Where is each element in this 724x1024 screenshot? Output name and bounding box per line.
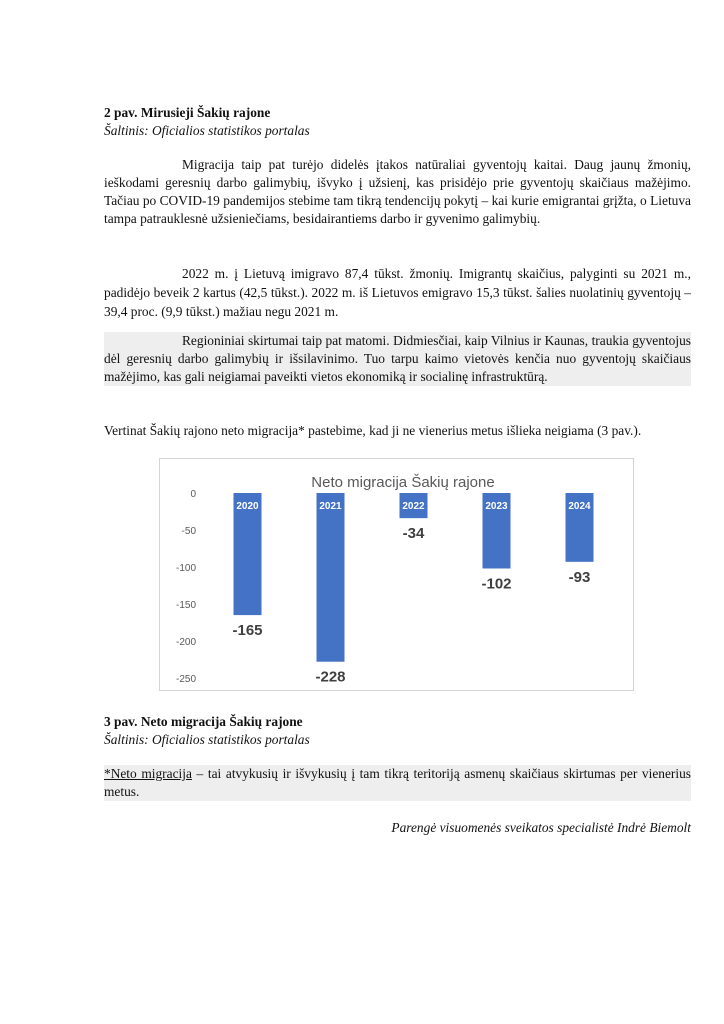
y-tick-label: -50 — [181, 526, 196, 537]
figure-2-source: Šaltinis: Oficialios statistikos portalas — [104, 123, 310, 138]
figure-3-source: Šaltinis: Oficialios statistikos portalas — [104, 732, 310, 747]
y-tick-label: -250 — [175, 674, 196, 685]
paragraph-immigration-stats: 2022 m. į Lietuvą imigravo 87,4 tūkst. žmonių. Imigrantų skaičius, palyginti su 2021 m., padidėjo beveik 2 kartus (42,5 tūkst.). 2022 m. iš Lietuvos emigravo 15,3 tūkst. šalies nuolatinių gyventojų – 39,4 proc. (9,9 tūkst.) mažiau negu 2021 m. — [104, 266, 691, 319]
category-label-2020: 2020 — [236, 501, 259, 512]
paragraph-net-migration-intro: Vertinat Šakių rajono neto migracija* pastebime, kad ji ne vienerius metus išlieka neigiama (3 pav.). — [104, 423, 642, 438]
bar-2021 — [317, 493, 345, 662]
figure-2-title: 2 pav. Mirusieji Šakių rajone — [104, 105, 271, 120]
footnote — [104, 765, 691, 801]
footnote-text: – tai atvykusių ir išvykusių į tam tikrą teritoriją asmenų skaičiaus skirtumas per vienerius metus. — [104, 766, 691, 799]
data-label-2020: -165 — [232, 622, 263, 640]
y-tick-label: -150 — [175, 600, 196, 611]
net-migration-chart — [159, 458, 634, 691]
paragraph-regional-differences: Regioniniai skirtumai taip pat matomi. Didmiesčiai, kaip Vilnius ir Kaunas, traukia gyventojus dėl geresnių darbo galimybių ir išsilavinimo. Tuo tarpu kaimo vietovės kenčia nuo gyventojų skaičiaus mažėjimo, kas gali neigiamai paveikti vietos ekonomiką ir socialinę infrastruktūrą. — [104, 333, 691, 384]
category-label-2021: 2021 — [319, 501, 342, 512]
y-tick-label: -200 — [175, 637, 196, 648]
data-label-2023: -102 — [481, 575, 512, 593]
data-label-2022: -34 — [402, 525, 425, 543]
y-tick-label: 0 — [190, 489, 196, 500]
chart-svg — [160, 459, 635, 692]
figure-3-caption — [104, 713, 691, 749]
chart-title: Neto migracija Šakių rajone — [311, 474, 495, 491]
data-label-2021: -228 — [315, 668, 346, 686]
footnote-term: *Neto migracija — [104, 766, 192, 781]
category-label-2024: 2024 — [568, 501, 591, 512]
category-label-2022: 2022 — [402, 501, 425, 512]
author-signature: Parengė visuomenės sveikatos specialistė Indrė Biemolt — [391, 820, 691, 835]
category-label-2023: 2023 — [485, 501, 508, 512]
figure-3-title: 3 pav. Neto migracija Šakių rajone — [104, 714, 303, 729]
data-label-2024: -93 — [568, 568, 591, 586]
y-tick-label: -100 — [175, 563, 196, 574]
y-axis — [176, 489, 196, 685]
paragraph-migration: Migracija taip pat turėjo didelės įtakos natūraliai gyventojų kaitai. Daug jaunų žmonių, ieškodami geresnių darbo galimybių, išvyko į užsienį, kas prisidėjo prie gyventojų skaičiaus mažėjimo. Tačiau po COVID-19 pandemijos stebime tam tikrą tendencijų pokytį – kai kurie emigrantai grįžta, o Lietuva tampa patrauklesnė užsieniečiams, besidairantiems darbo ir gyvenimo galimybių. — [104, 157, 691, 226]
figure-2-caption — [104, 104, 691, 140]
bars — [232, 493, 593, 686]
